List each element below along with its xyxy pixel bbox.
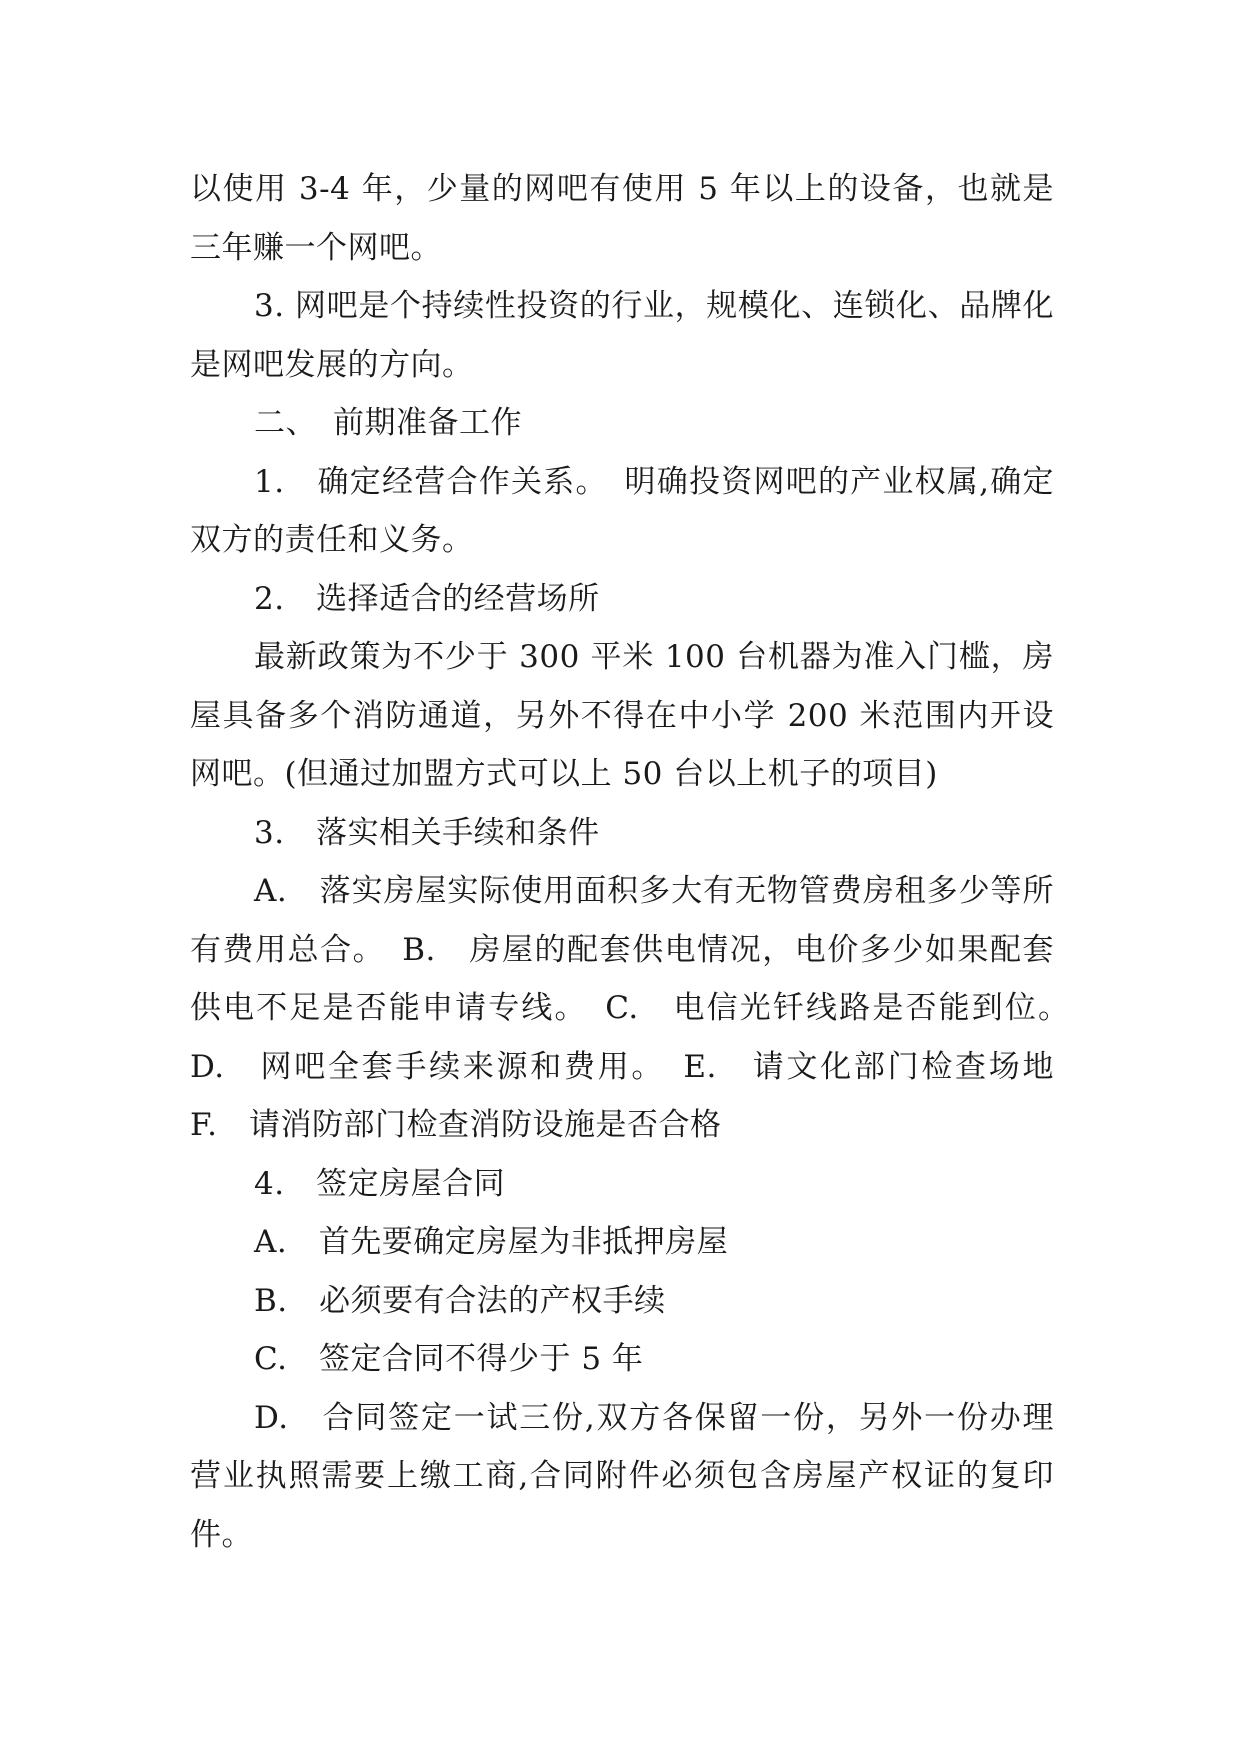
paragraph-step-4: 4. 签定房屋合同 <box>254 1165 506 1202</box>
paragraph-item-c: C. 签定合同不得少于 5 年 <box>254 1341 644 1377</box>
paragraph-item-b: B. 必须要有合法的产权手续 <box>254 1282 666 1319</box>
section-heading-preparation: 二、 前期准备工作 <box>254 405 522 441</box>
paragraph-item-d: D. 合同签定一试三份,双方各保留一份，另外一份办理营业执照需要上缴工商,合同附件必须包含房屋产权证的复印件。 <box>190 1399 1054 1553</box>
document-body <box>190 160 1086 1564</box>
paragraph-step-2: 2. 选择适合的经营场所 <box>254 580 600 617</box>
paragraph-step-1: 1. 确定经营合作关系。 明确投资网吧的产业权属,确定双方的责任和义务。 <box>190 463 1054 558</box>
paragraph-continuation: 以使用 3-4 年，少量的网吧有使用 5 年以上的设备，也就是三年赚一个网吧。 <box>190 171 1054 266</box>
paragraph-conditions: A. 落实房屋实际使用面积多大有无物管费房租多少等所有费用总合。 B. 房屋的配套供电情况，电价多少如果配套供电不足是否能申请专线。 C. 电信光钎线路是否能到位。 D. 网吧全套手续来源和费用。 E. 请文化部门检查场地 F. 请消防部门检查消防设施是否合格 <box>190 873 1086 1143</box>
paragraph-policy: 最新政策为不少于 300 平米 100 台机器为准入门槛，房屋具备多个消防通道，另外不得在中小学 200 米范围内开设网吧。(但通过加盟方式可以上 50 台以上机子的项目) <box>190 639 1054 792</box>
paragraph-step-3: 3. 落实相关手续和条件 <box>254 814 600 851</box>
paragraph-item-a: A. 首先要确定房屋为非抵押房屋 <box>254 1224 729 1260</box>
paragraph-point-3: 3. 网吧是个持续性投资的行业，规模化、连锁化、品牌化是网吧发展的方向。 <box>190 288 1054 383</box>
